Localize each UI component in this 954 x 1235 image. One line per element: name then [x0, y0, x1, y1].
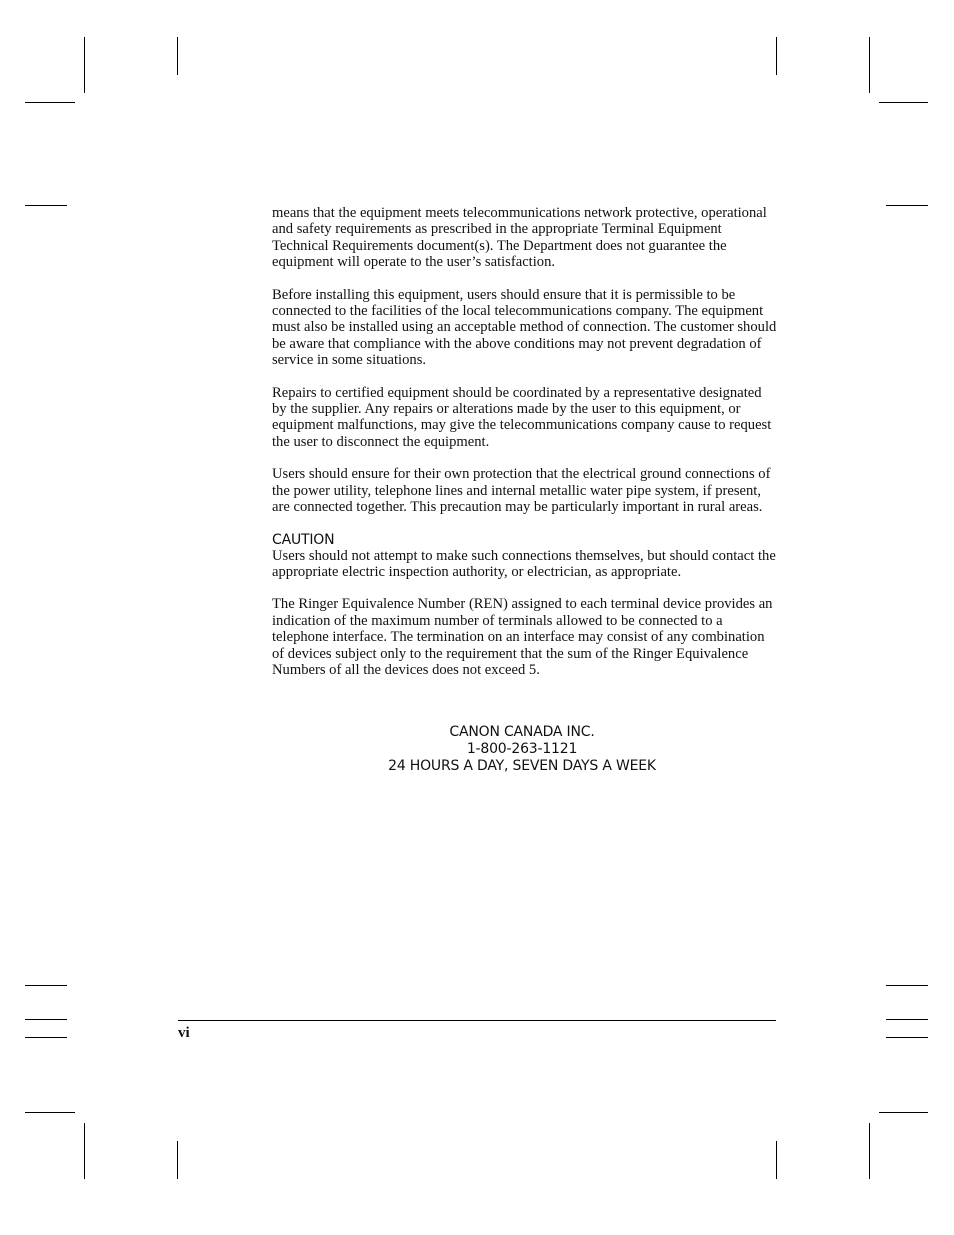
phone-number: 1-800-263-1121: [466, 741, 578, 757]
crop-mark: [879, 102, 928, 103]
crop-mark: [879, 1112, 928, 1113]
contact-block: [272, 724, 772, 775]
crop-mark: [776, 37, 777, 75]
paragraph: Users should ensure for their own protection that the electrical ground connections of the power utility, telephone lines and internal metallic water pipe system, if present, are connected together. This precaution may be particularly important in rural areas.: [272, 466, 771, 516]
ren-paragraph: The Ringer Equivalence Number (REN) assigned to each terminal device provides an indication of the maximum number of terminals allowed to be connected to a telephone interface. The termination on an interface may consist of any combination of devices subject only to the requirement that the sum of the Ringer Equivalence Numbers of all the devices does not exceed 5.: [272, 596, 773, 678]
caution-heading: CAUTION: [272, 531, 335, 548]
service-hours: 24 HOURS A DAY, SEVEN DAYS A WEEK: [388, 758, 656, 774]
crop-mark: [25, 102, 75, 103]
body-text: [272, 205, 777, 694]
paragraph: means that the equipment meets telecommunications network protective, operational and safety requirements as prescribed in the appropriate Terminal Equipment Technical Requirements document(s). The Department does not guarantee the equipment will operate to the user’s satisfaction.: [272, 205, 767, 271]
crop-mark: [869, 37, 870, 93]
crop-mark: [25, 1019, 67, 1020]
company-name: CANON CANADA INC.: [449, 724, 595, 740]
crop-mark: [886, 1019, 928, 1020]
crop-mark: [886, 205, 928, 206]
crop-mark: [84, 1123, 85, 1179]
crop-mark: [25, 985, 67, 986]
crop-mark: [869, 1123, 870, 1179]
crop-mark: [177, 1141, 178, 1179]
page-number: vi: [178, 1025, 190, 1041]
crop-mark: [177, 37, 178, 75]
crop-mark: [25, 205, 67, 206]
paragraph: Repairs to certified equipment should be coordinated by a representative designated by the supplier. Any repairs or alterations made by the user to this equipment, or equipment malfunctions, may give the telecommunications company cause to request the user to disconnect the equipment.: [272, 384, 772, 450]
caution-text: Users should not attempt to make such connections themselves, but should contact the appropriate electric inspection authority, or electrician, as appropriate.: [272, 547, 776, 580]
footer-rule: [178, 1020, 776, 1021]
crop-mark: [25, 1037, 67, 1038]
crop-mark: [886, 985, 928, 986]
crop-mark: [776, 1141, 777, 1179]
crop-mark: [25, 1112, 75, 1113]
crop-mark: [84, 37, 85, 93]
crop-mark: [886, 1037, 928, 1038]
paragraph: Before installing this equipment, users should ensure that it is permissible to be connected to the facilities of the local telecommunications company. The equipment must also be installed using an acceptable method of connection. The customer should be aware that compliance with the above conditions may not prevent degradation of service in some situations.: [272, 286, 777, 369]
